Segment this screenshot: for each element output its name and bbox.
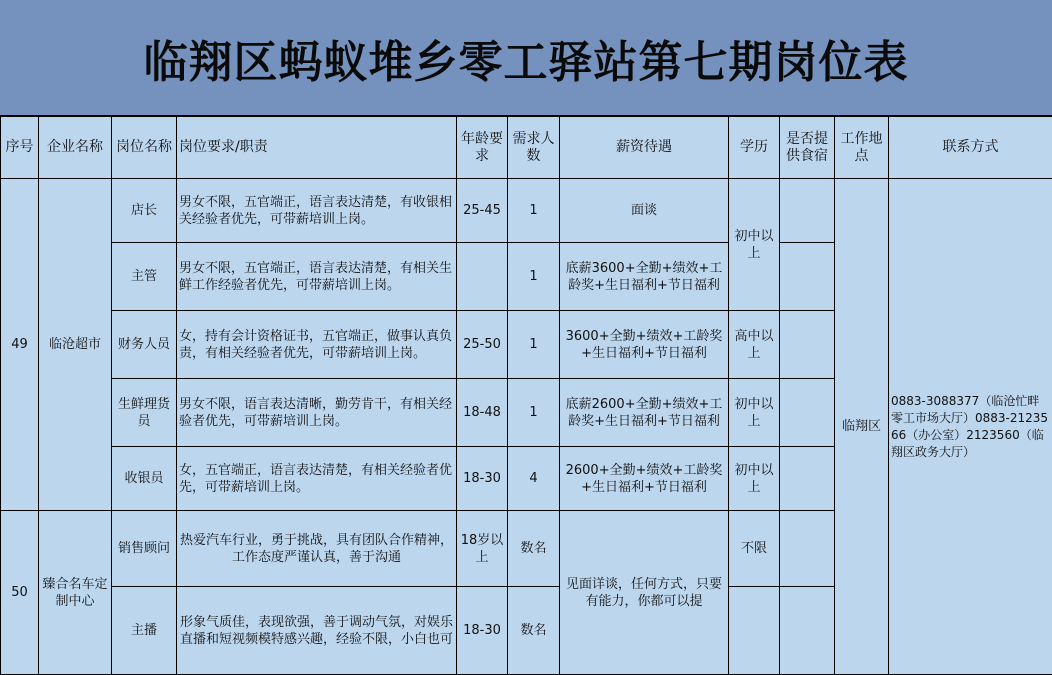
requirements-cell: 女，持有会计资格证书，五官端正，做事认真负责，有相关经验者优先，可带薪培训上岗。 <box>177 311 457 379</box>
header-position: 岗位名称 <box>112 117 177 179</box>
age-cell: 25-50 <box>457 311 508 379</box>
education-cell: 高中以上 <box>729 311 780 379</box>
header-education: 学历 <box>729 117 780 179</box>
position-cell: 生鲜理货员 <box>112 379 177 447</box>
education-cell <box>729 587 780 675</box>
salary-cell: 底薪2600+全勤+绩效+工龄奖+生日福利+节日福利 <box>560 379 729 447</box>
header-age: 年龄要求 <box>457 117 508 179</box>
seq-cell: 50 <box>1 511 39 675</box>
age-cell: 18-30 <box>457 587 508 675</box>
age-cell: 18岁以上 <box>457 511 508 587</box>
requirements-cell: 女，五官端正，语言表达清楚，有相关经验者优先，可带薪培训上岗。 <box>177 447 457 511</box>
company-name-cell: 臻合名车定制中心 <box>39 511 112 675</box>
page-title: 临翔区蚂蚁堆乡零工驿站第七期岗位表 <box>143 36 909 88</box>
age-cell: 25-45 <box>457 179 508 243</box>
lodging-cell <box>780 447 835 511</box>
header-company: 企业名称 <box>39 117 112 179</box>
header-location: 工作地点 <box>835 117 889 179</box>
header-contact: 联系方式 <box>889 117 1052 179</box>
header-requirements: 岗位要求/职责 <box>177 117 457 179</box>
seq-cell: 49 <box>1 179 39 511</box>
job-table <box>0 116 1052 675</box>
position-cell: 收银员 <box>112 447 177 511</box>
header-count: 需求人数 <box>508 117 560 179</box>
title-bar <box>0 0 1052 116</box>
lodging-cell <box>780 243 835 311</box>
age-cell: 18-48 <box>457 379 508 447</box>
position-cell: 主播 <box>112 587 177 675</box>
requirements-cell: 男女不限，五官端正，语言表达清楚，有收银相关经验者优先，可带薪培训上岗。 <box>177 179 457 243</box>
education-cell: 初中以上 <box>729 447 780 511</box>
table-row <box>1 179 1052 243</box>
count-cell: 1 <box>508 243 560 311</box>
age-cell <box>457 243 508 311</box>
header-lodging: 是否提供食宿 <box>780 117 835 179</box>
salary-cell: 3600+全勤+绩效+工龄奖+生日福利+节日福利 <box>560 311 729 379</box>
requirements-cell: 男女不限，五官端正，语言表达清楚，有相关生鲜工作经验者优先，可带薪培训上岗。 <box>177 243 457 311</box>
count-cell: 1 <box>508 379 560 447</box>
lodging-cell <box>780 179 835 243</box>
position-cell: 店长 <box>112 179 177 243</box>
position-cell: 财务人员 <box>112 311 177 379</box>
salary-cell: 2600+全勤+绩效+工龄奖+生日福利+节日福利 <box>560 447 729 511</box>
contact-cell: 0883-3088377（临沧忙畔零工市场大厅）0883-2123566（办公室）2123560（临翔区政务大厅） <box>889 179 1052 675</box>
education-cell: 初中以上 <box>729 379 780 447</box>
count-cell: 1 <box>508 179 560 243</box>
location-cell: 临翔区 <box>835 179 889 675</box>
count-cell: 4 <box>508 447 560 511</box>
lodging-cell <box>780 379 835 447</box>
lodging-cell <box>780 311 835 379</box>
salary-cell: 底薪3600+全勤+绩效+工龄奖+生日福利+节日福利 <box>560 243 729 311</box>
header-row <box>1 117 1052 179</box>
salary-cell: 面谈 <box>560 179 729 243</box>
count-cell: 1 <box>508 311 560 379</box>
count-cell: 数名 <box>508 587 560 675</box>
company-name-cell: 临沧超市 <box>39 179 112 511</box>
requirements-cell: 热爱汽车行业，勇于挑战，具有团队合作精神，工作态度严谨认真，善于沟通 <box>177 511 457 587</box>
position-cell: 销售顾问 <box>112 511 177 587</box>
requirements-cell: 形象气质佳，表现欲强，善于调动气氛，对娱乐直播和短视频模特感兴趣，经验不限，小白也可 <box>177 587 457 675</box>
position-cell: 主管 <box>112 243 177 311</box>
education-cell: 初中以上 <box>729 179 780 311</box>
requirements-cell: 男女不限，语言表达清晰，勤劳肯干，有相关经验者优先，可带薪培训上岗。 <box>177 379 457 447</box>
salary-cell: 见面详谈，任何方式，只要有能力，你都可以提 <box>560 511 729 675</box>
lodging-cell <box>780 587 835 675</box>
education-cell: 不限 <box>729 511 780 587</box>
header-seq: 序号 <box>1 117 39 179</box>
count-cell: 数名 <box>508 511 560 587</box>
lodging-cell <box>780 511 835 587</box>
header-salary: 薪资待遇 <box>560 117 729 179</box>
age-cell: 18-30 <box>457 447 508 511</box>
